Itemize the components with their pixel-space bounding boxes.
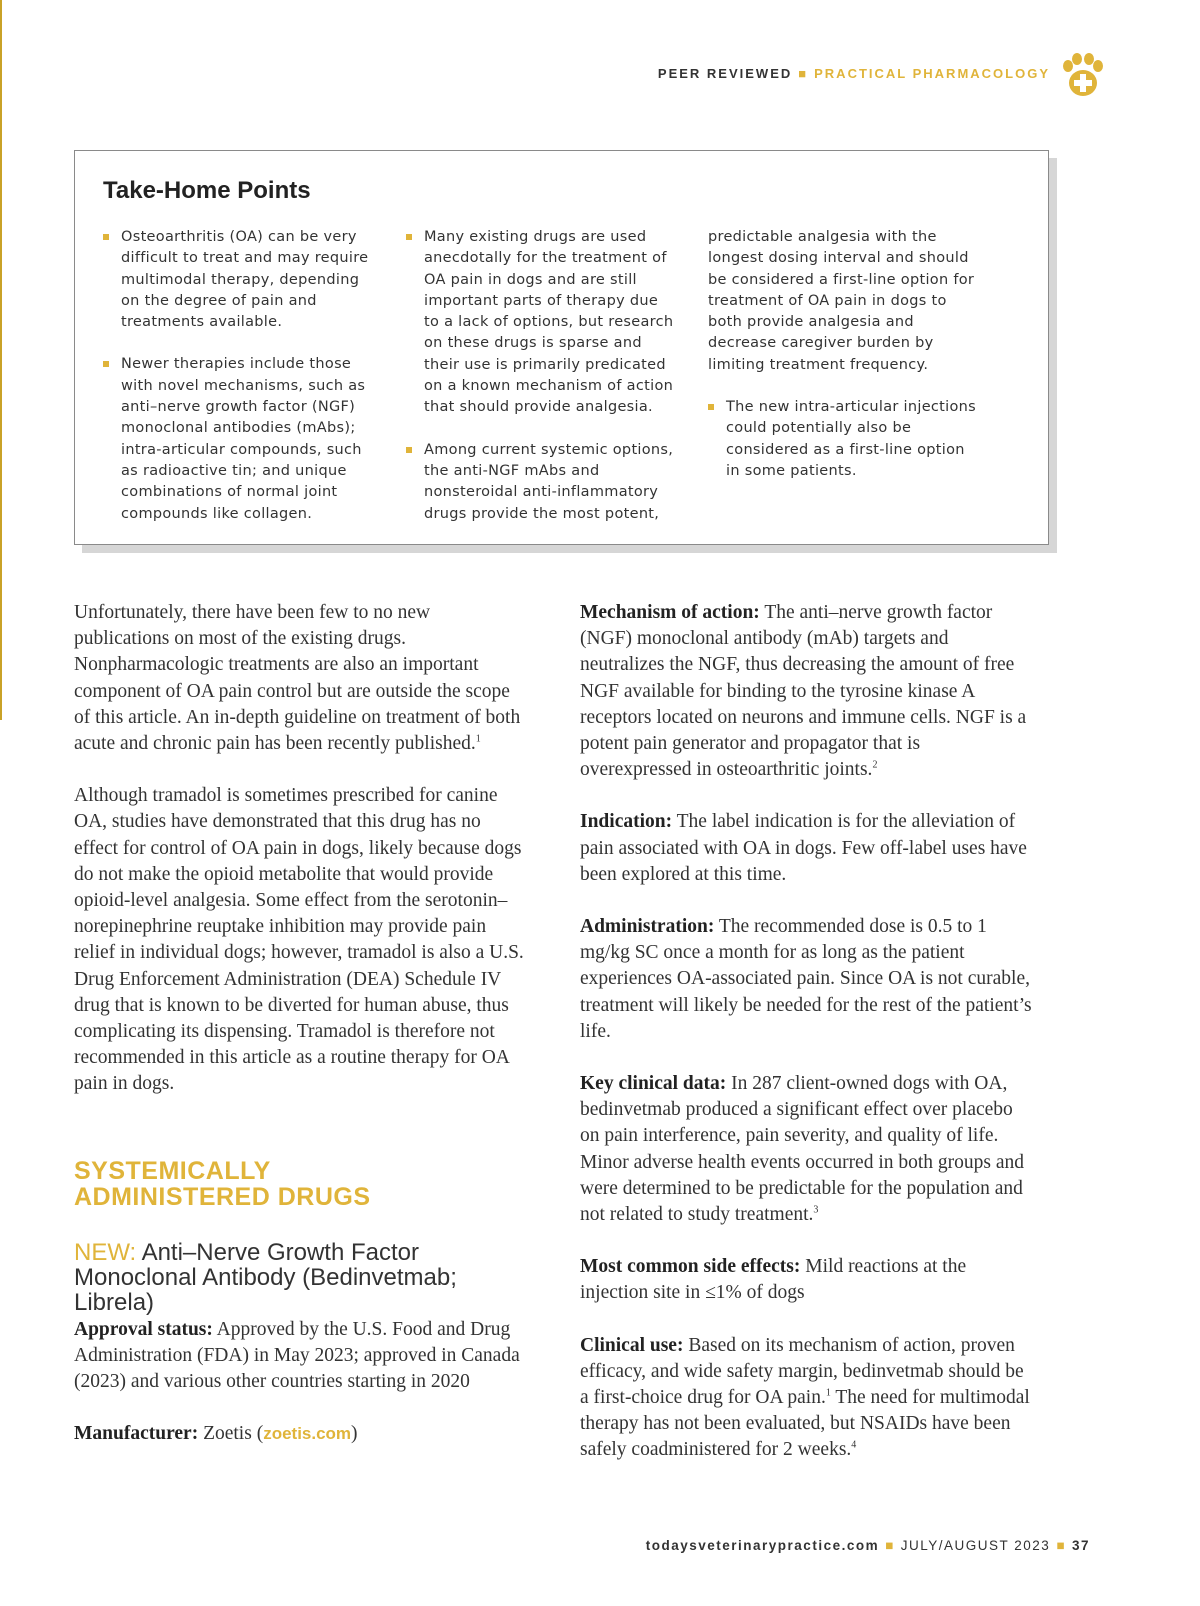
- paw-plus-icon: [1058, 52, 1108, 102]
- manufacturer: Manufacturer: Zoetis (zoetis.com): [74, 1423, 358, 1445]
- side-effects: Most common side effects: Mild reactions at the injection site in ≤1% of dogs: [580, 1256, 967, 1304]
- footer-separator: ■: [885, 1538, 895, 1553]
- take-home-point: Many existing drugs are used anecdotally for the treatment of OA pain in dogs and are still important parts of therapy due to a lack of options, but research on these drugs is sparse and their use is primarily predicated on a known mechanism of action that should provide analgesia.: [406, 227, 676, 419]
- body-column-right: [580, 600, 1035, 1490]
- take-home-point: Newer therapies include those with novel mechanisms, such as anti–nerve growth factor (NGF) monoclonal antibodies (mAbs); intra-articular compounds, such as radioactive tin; and unique combinations of normal joint compounds like collagen.: [103, 354, 373, 524]
- body-column-left: [74, 600, 529, 1473]
- section-heading: SYSTEMICALLY ADMINISTERED DRUGS: [74, 1156, 371, 1211]
- running-header: [658, 66, 1050, 81]
- page-number: 37: [1071, 1538, 1090, 1553]
- footer-issue-date: JULY/AUGUST 2023: [900, 1538, 1051, 1553]
- header-separator: ■: [798, 66, 809, 81]
- manufacturer-link[interactable]: zoetis.com: [263, 1424, 352, 1444]
- drug-heading: NEW: Anti–Nerve Growth Factor Monoclonal Antibody (Bedinvetmab; Librela): [74, 1238, 457, 1316]
- reference-mark: 4: [851, 1439, 857, 1451]
- reference-mark: 1: [475, 733, 481, 745]
- take-home-point-continued: predictable analgesia with the longest dosing interval and should be considered a first-line option for treatment of OA pain in dogs to both provide analgesia and decrease caregiver burden by limiting treatment frequency.: [708, 229, 975, 373]
- take-home-title: Take-Home Points: [103, 177, 311, 204]
- key-clinical-data: Key clinical data: In 287 client-owned dogs with OA, bedinvetmab produced a significant effect over placebo on pain interference, pain severity, and quality of life. Minor adverse health events occurred in both groups and were determined to be predictable for the population and not related to study treatment.$^3$: [580, 1073, 1025, 1226]
- paragraph: Unfortunately, there have been few to no new publications on most of the existing drugs. Nonpharmacologic treatments are also an important component of OA pain control but are outside the scope of this article. An in-depth guideline on treatment of both acute and chronic pain has been recently published.$^1$: [74, 602, 521, 755]
- reference-mark: 3: [813, 1204, 819, 1216]
- mechanism-of-action: Mechanism of action: The anti–nerve growth factor (NGF) monoclonal antibody (mAb) targets and neutralizes the NGF, thus decreasing the amount of free NGF available for binding to the tyrosine kinase A receptors located on neurons and immune cells. NGF is a potent pain generator and propagator that is overexpressed in osteoarthritic joints.$^2$: [580, 602, 1027, 781]
- header-department: PRACTICAL PHARMACOLOGY: [814, 66, 1050, 81]
- administration: Administration: The recommended dose is 0.5 to 1 mg/kg SC once a month for as long as the patient experiences OA-associated pain. Since OA is not curable, treatment will likely be needed for the rest of the patient’s life.: [580, 916, 1032, 1042]
- new-label: NEW:: [74, 1238, 137, 1266]
- header-section: PEER REVIEWED: [657, 66, 793, 81]
- edge-accent-line: [0, 0, 2, 720]
- clinical-use: Clinical use: Based on its mechanism of action, proven efficacy, and wide safety margin, bedinvetmab should be a first-choice drug for OA pain.$^1$ The need for multimodal therapy has not been evaluated, but NSAIDs have been safely coadministered for 2 weeks.$^4$: [580, 1334, 1030, 1461]
- take-home-point: Osteoarthritis (OA) can be very difficult to treat and may require multimodal therapy, depending on the degree of pain and treatments available.: [103, 227, 373, 333]
- indication: Indication: The label indication is for the alleviation of pain associated with OA in dogs. Few off-label uses have been explored at this time.: [580, 811, 1027, 885]
- reference-mark: 2: [872, 759, 878, 771]
- take-home-box: [74, 150, 1049, 545]
- take-home-point: Among current systemic options, the anti-NGF mAbs and nonsteroidal anti-inflammatory drugs provide the most potent,: [406, 440, 676, 525]
- page-footer: [646, 1538, 1090, 1553]
- take-home-column-3: [708, 227, 978, 503]
- reference-mark: 1: [825, 1387, 831, 1399]
- take-home-point: The new intra-articular injections could potentially also be considered as a first-line option in some patients.: [708, 397, 978, 482]
- take-home-column-1: [103, 227, 373, 546]
- approval-status: Approval status: Approved by the U.S. Food and Drug Administration (FDA) in May 2023; approved in Canada (2023) and various other countries starting in 2020: [74, 1318, 520, 1393]
- take-home-column-2: [406, 227, 676, 546]
- footer-separator: ■: [1056, 1538, 1066, 1553]
- paragraph: Although tramadol is sometimes prescribed for canine OA, studies have demonstrated that this drug has no effect for control of OA pain in dogs, likely because dogs do not make the opioid metabolite that would provide opioid-level analgesia. Some effect from the serotonin–norepinephrine reuptake inhibition may provide pain relief in individual dogs; however, tramadol is also a U.S. Drug Enforcement Administration (DEA) Schedule IV drug that is known to be diverted for human abuse, thus complicating its dispensing. Tramadol is therefore not recommended in this article as a routine therapy for OA pain in dogs.: [74, 785, 524, 1095]
- footer-website[interactable]: todaysveterinarypractice.com: [645, 1538, 880, 1553]
